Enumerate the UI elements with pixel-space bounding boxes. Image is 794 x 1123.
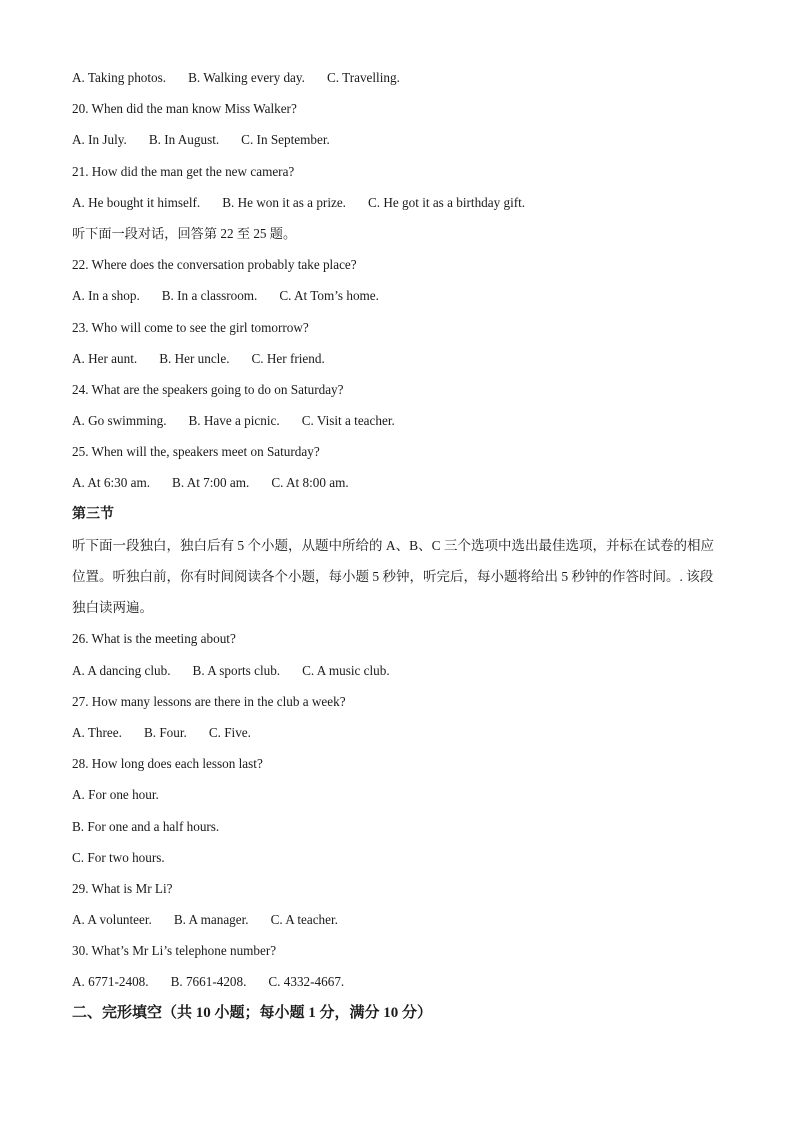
option-a: A. A dancing club. — [72, 662, 171, 678]
question-28: 28. How long does each lesson last? — [72, 756, 263, 772]
q21-options — [72, 187, 732, 218]
option-b: B. A manager. — [173, 912, 249, 928]
option-a: A. He bought it himself. — [72, 194, 201, 210]
instruction-22-25: 听下面一段对话，回答第 22 至 25 题。 — [72, 225, 297, 241]
option-b: B. 7661-4208. — [170, 974, 247, 990]
q26-options — [72, 655, 732, 686]
option-c: C. A teacher. — [270, 912, 338, 928]
option-c: C. Visit a teacher. — [301, 413, 395, 429]
q25-options — [72, 467, 732, 498]
question-21: 21. How did the man get the new camera? — [72, 163, 295, 179]
q24-options — [72, 405, 732, 436]
option-a: A. In a shop. — [72, 288, 140, 304]
option-b: B. He won it as a prize. — [222, 194, 346, 210]
option-b: B. At 7:00 am. — [172, 475, 250, 491]
q22-options — [72, 280, 732, 311]
option-b: B. A sports club. — [192, 662, 281, 678]
q29-options — [72, 904, 732, 935]
question-25: 25. When will the, speakers meet on Saturday? — [72, 444, 320, 460]
option-a: A. At 6:30 am. — [72, 475, 151, 491]
exam-page — [72, 62, 732, 1029]
section-3-instructions: 听下面一段独白，独白后有 5 个小题，从题中所给的 A、B、C 三个选项中选出最佳选项，并标在试卷的相应位置。听独白前，你有时间阅读各个小题，每小题 5 秒钟，听完后，每小题将给出 5 秒钟的作答时间。. 该段独白读两遍。 — [72, 537, 715, 616]
option-c: C. At Tom’s home. — [279, 288, 379, 304]
q23-options — [72, 343, 732, 374]
q28-option-c: C. For two hours. — [72, 849, 165, 865]
q19-options — [72, 62, 732, 93]
option-b: B. Her uncle. — [159, 350, 230, 366]
q27-options — [72, 717, 732, 748]
option-a: A. 6771-2408. — [72, 974, 149, 990]
question-24: 24. What are the speakers going to do on Saturday? — [72, 381, 344, 397]
option-c: C. 4332-4667. — [268, 974, 345, 990]
option-a: A. Go swimming. — [72, 413, 167, 429]
question-26: 26. What is the meeting about? — [72, 631, 236, 647]
question-29: 29. What is Mr Li? — [72, 880, 173, 896]
question-30: 30. What’s Mr Li’s telephone number? — [72, 943, 277, 959]
option-c: C. A music club. — [302, 662, 390, 678]
option-c: C. He got it as a birthday gift. — [367, 194, 526, 210]
option-c: C. Travelling. — [326, 70, 400, 85]
question-23: 23. Who will come to see the girl tomorrow? — [72, 319, 309, 335]
option-c: C. Five. — [208, 724, 251, 740]
part-2-title: 二、完形填空（共 10 小题；每小题 1 分，满分 10 分） — [72, 1004, 433, 1021]
option-a: A. Three. — [72, 724, 122, 740]
option-a: A. Taking photos. — [72, 70, 167, 85]
option-a: A. A volunteer. — [72, 912, 152, 928]
option-c: C. Her friend. — [251, 350, 325, 366]
option-c: C. At 8:00 am. — [271, 475, 349, 491]
option-a: A. In July. — [72, 132, 127, 148]
option-c: C. In September. — [241, 132, 330, 148]
question-20: 20. When did the man know Miss Walker? — [72, 101, 297, 117]
option-b: B. Have a picnic. — [188, 413, 280, 429]
option-a: A. Her aunt. — [72, 350, 138, 366]
q28-option-a: A. For one hour. — [72, 787, 159, 803]
option-b: B. In a classroom. — [161, 288, 258, 304]
section-3-title: 第三节 — [72, 506, 114, 522]
q30-options — [72, 966, 732, 997]
option-b: B. Four. — [143, 724, 187, 740]
question-22: 22. Where does the conversation probably take place? — [72, 257, 357, 273]
option-b: B. In August. — [148, 132, 220, 148]
option-b: B. Walking every day. — [188, 70, 305, 85]
q28-option-b: B. For one and a half hours. — [72, 818, 220, 834]
q20-options — [72, 124, 732, 155]
question-27: 27. How many lessons are there in the club a week? — [72, 693, 346, 709]
